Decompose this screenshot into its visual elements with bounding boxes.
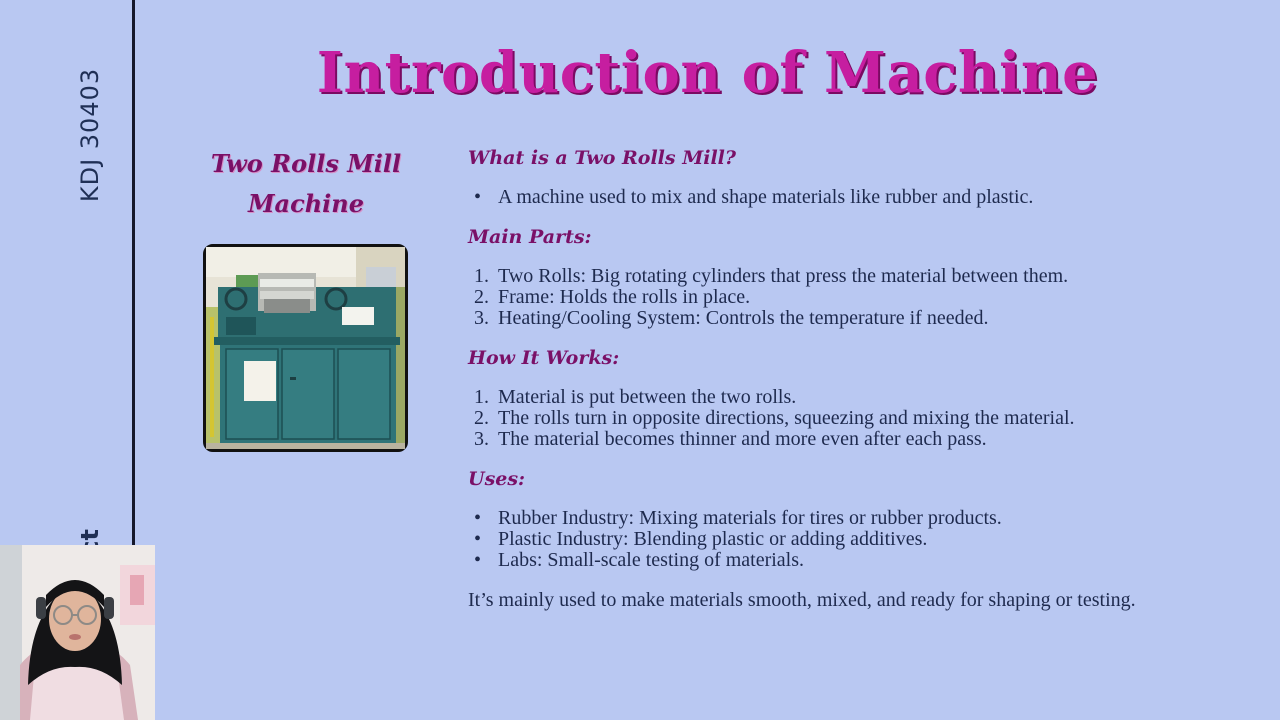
- content-column: [468, 146, 1268, 612]
- bullet-marker: •: [474, 528, 482, 550]
- list-item: [468, 287, 1268, 308]
- presenter-video: [0, 545, 155, 720]
- list-item-text: Rubber Industry: Mixing materials for tires or rubber products.: [498, 507, 1002, 529]
- section-heading: Main Parts:: [468, 226, 592, 248]
- slide-title: Introduction of Machine: [316, 40, 1099, 106]
- list-item: [468, 508, 1268, 529]
- number-marker: 2.: [474, 407, 489, 429]
- numbered-list: [468, 387, 1268, 450]
- list-item: [468, 408, 1268, 429]
- list-item-text: Material is put between the two rolls.: [498, 386, 797, 408]
- list-item-text: Frame: Holds the rolls in place.: [498, 286, 751, 308]
- list-item-text: A machine used to mix and shape materials like rubber and plastic.: [498, 186, 1034, 208]
- machine-name: [190, 144, 422, 224]
- section-heading: Uses:: [468, 468, 526, 490]
- machine-photo: [203, 244, 408, 452]
- number-marker: 3.: [474, 307, 489, 329]
- section-heading: What is a Two Rolls Mill?: [468, 147, 737, 169]
- list-item: [468, 429, 1268, 450]
- list-item-text: Plastic Industry: Blending plastic or adding additives.: [498, 528, 928, 550]
- list-item: [468, 187, 1268, 208]
- machine-name-line2: Machine: [247, 189, 364, 218]
- number-marker: 1.: [474, 265, 489, 287]
- list-item-text: Two Rolls: Big rotating cylinders that press the material between them.: [498, 265, 1069, 287]
- section-uses: [468, 467, 1268, 571]
- section-heading: How It Works:: [468, 347, 620, 369]
- bullet-list: [468, 187, 1268, 208]
- bullet-marker: •: [474, 186, 482, 208]
- list-item: [468, 387, 1268, 408]
- section-what-is: [468, 146, 1268, 208]
- list-item: [468, 529, 1268, 550]
- number-marker: 1.: [474, 386, 489, 408]
- numbered-list: [468, 266, 1268, 329]
- course-code-text: KDJ 30403: [76, 67, 104, 203]
- summary-text: It’s mainly used to make materials smooth, mixed, and ready for shaping or testing.: [468, 589, 1136, 611]
- list-item: [468, 308, 1268, 329]
- bullet-marker: •: [474, 549, 482, 571]
- two-roll-mill-illustration: [206, 247, 405, 449]
- section-how-it-works: [468, 346, 1268, 450]
- number-marker: 3.: [474, 428, 489, 450]
- list-item-text: The rolls turn in opposite directions, squeezing and mixing the material.: [498, 407, 1075, 429]
- side-label: [60, 498, 120, 546]
- bullet-list: [468, 508, 1268, 571]
- list-item-text: The material becomes thinner and more even after each pass.: [498, 428, 987, 450]
- list-item: [468, 550, 1268, 571]
- list-item-text: Labs: Small-scale testing of materials.: [498, 549, 805, 571]
- list-item-text: Heating/Cooling System: Controls the temperature if needed.: [498, 307, 989, 329]
- bullet-marker: •: [474, 507, 482, 529]
- list-item: [468, 266, 1268, 287]
- machine-name-line1: Two Rolls Mill: [210, 149, 402, 178]
- number-marker: 2.: [474, 286, 489, 308]
- webcam-overlay: [0, 545, 155, 720]
- section-main-parts: [468, 225, 1268, 329]
